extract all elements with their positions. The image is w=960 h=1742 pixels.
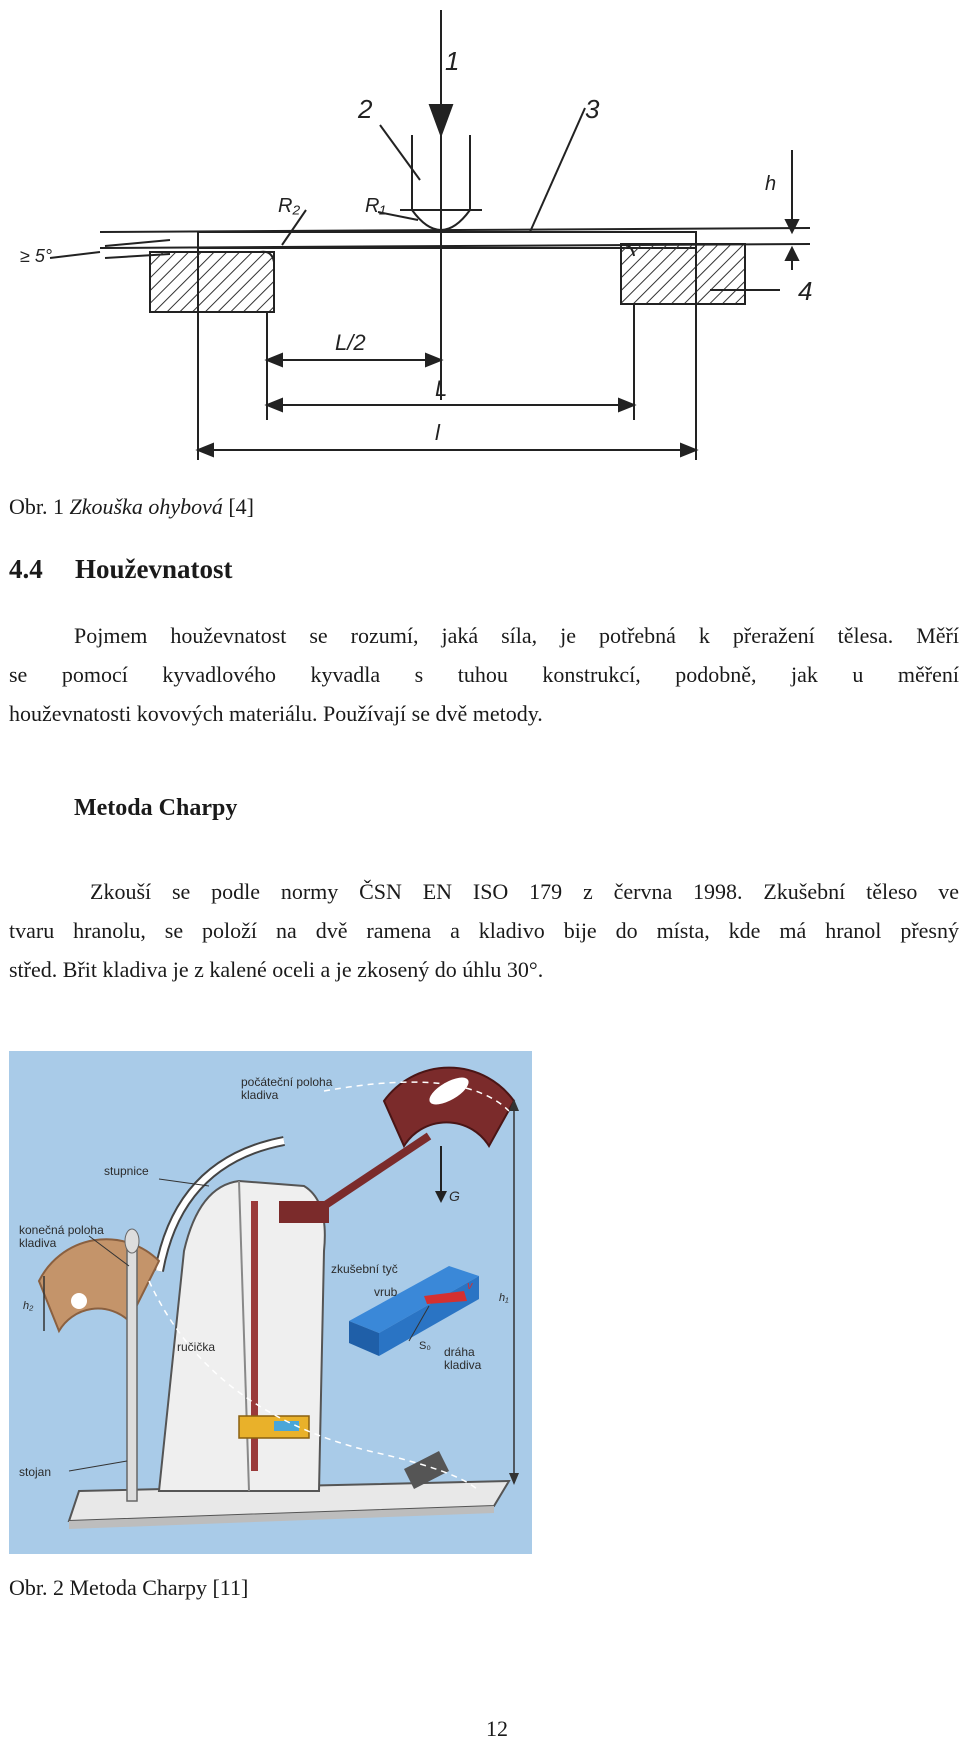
label-path-1: dráha [444,1345,475,1359]
label-end-position-1: konečná poloha [19,1223,104,1237]
label-start-position-1: počáteční poloha [241,1075,333,1089]
section-heading: 4.4 Houževnatost [9,554,233,584]
charpy-pendulum-illustration [9,1051,532,1554]
label-specimen: zkušební tyč [331,1262,398,1276]
label-r1: R₁ [365,195,386,217]
label-stand: stojan [19,1465,52,1479]
label-end-position-2: kladiva [19,1236,57,1250]
label-path-2: kladiva [444,1358,482,1372]
label-4: 4 [798,276,813,306]
paragraph-1-line-2: se pomocí kyvadlového kyvadla s tuhou konstrukcí, podobně, jak u měření [9,662,959,687]
label-notch: vrub [374,1285,398,1299]
paragraph-1 [9,616,959,733]
paragraph-1-line-3: houževnatosti kovových materiálu. Používají se dvě metody. [9,701,543,726]
label-2: 2 [358,94,373,124]
label-3: 3 [585,94,600,124]
label-h2: h₂ [23,1300,34,1312]
label-h: h [765,173,777,195]
label-s0: S₀ [419,1340,431,1352]
label-1: 1 [445,46,460,76]
paragraph-2 [9,872,959,989]
label-length: l [435,420,440,445]
paragraph-2-line-1: Zkouší se podle normy ČSN EN ISO 179 z června 1998. Zkušební těleso ve [90,879,959,904]
label-h1: h₁ [499,1292,509,1304]
label-handle: ručička [177,1340,216,1354]
bending-test-diagram [20,0,813,465]
subsection-heading: Metoda Charpy [74,795,238,821]
paragraph-2-line-3: střed. Břit kladiva je z kalené oceli a je zkosený do úhlu 30°. [9,957,544,982]
label-v: v [467,1280,473,1292]
label-g: G [449,1188,460,1204]
label-start-position-2: kladiva [241,1088,279,1102]
label-angle: ≥ 5° [20,246,53,266]
label-half-span: L/2 [335,330,366,355]
paragraph-2-line-2: tvaru hranolu, se položí na dvě ramena a kladivo bije do místa, kde má hranol přesný [9,918,959,943]
figure1-caption: Obr. 1 Zkouška ohybová [4] [9,494,255,519]
label-r2: R₂ [278,195,301,217]
label-span: L [435,376,448,401]
page-number: 12 [486,1716,508,1741]
paragraph-1-line-1: Pojmem houževnatost se rozumí, jaká síla, je potřebná k přeražení tělesa. Měří [74,623,959,648]
figure2-caption: Obr. 2 Metoda Charpy [11] [9,1575,249,1600]
label-scale: stupnice [104,1164,149,1178]
